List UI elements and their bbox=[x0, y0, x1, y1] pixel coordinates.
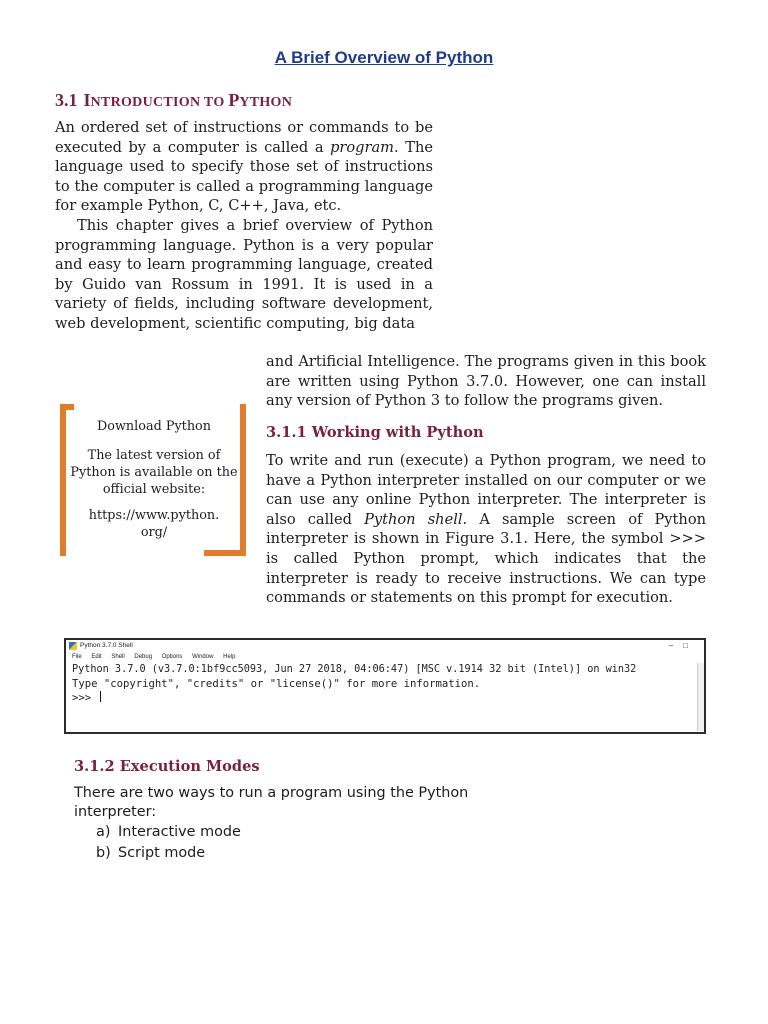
shell-menubar bbox=[66, 652, 704, 663]
working-paragraph bbox=[266, 451, 706, 608]
shell-window-title: Python 3.7.0 Shell bbox=[80, 642, 133, 649]
download-box-text: The latest version of Python is available on the official website: bbox=[70, 448, 238, 497]
python-prompt: >>> bbox=[72, 692, 98, 704]
console-line: Python 3.7.0 (v3.7.0:1bf9cc5093, Jun 27 2018, 04:06:47) [MSC v.1914 32 bit (Intel)] on win32 bbox=[72, 664, 637, 675]
menu-help[interactable]: Help bbox=[223, 654, 236, 660]
shell-titlebar bbox=[66, 640, 704, 652]
download-url[interactable]: https://www.python. org/ bbox=[88, 508, 220, 540]
menu-shell[interactable]: Shell bbox=[111, 654, 125, 660]
menu-debug[interactable]: Debug bbox=[134, 654, 153, 660]
console-line: Type "copyright", "credits" or "license()" for more information. bbox=[72, 678, 481, 690]
execution-modes-list bbox=[96, 822, 241, 864]
heading-cap: I bbox=[83, 90, 91, 110]
modes-paragraph: There are two ways to run a program using the Python interpreter: bbox=[74, 785, 469, 820]
text-run: To write and run (execute) a Python program, we need to have a Python interpreter installed on our computer or we can use any online Python interpreter. The interpreter is also called bbox=[266, 452, 706, 528]
heading-rest: NTRODUCTION TO bbox=[90, 95, 229, 110]
heading-cap: P bbox=[228, 90, 240, 110]
menu-options[interactable]: Options bbox=[161, 654, 183, 660]
shell-scrollbar[interactable] bbox=[697, 663, 704, 731]
continuation-paragraph: and Artificial Intelligence. The programs given in this book are written using Python 3.7.0. However, one can install any version of Python 3 to follow the programs given. bbox=[266, 353, 706, 410]
list-marker: a) bbox=[96, 824, 111, 840]
python-icon bbox=[69, 642, 77, 650]
text-cursor bbox=[100, 691, 101, 702]
download-box-content bbox=[68, 418, 240, 541]
emphasis: Python shell. bbox=[364, 510, 468, 528]
list-item-label: Script mode bbox=[118, 845, 206, 861]
list-item bbox=[96, 843, 241, 864]
emphasis: program bbox=[330, 138, 395, 156]
text-run: A sample screen of Python interpreter is shown in Figure 3.1. Here, the symbol >>> is called Python prompt, which indicates that the interpreter is ready to receive instructions. We can type commands or statements on this prompt for execution. bbox=[266, 510, 707, 607]
subsection-heading-working: 3.1.1 Working with Python bbox=[266, 424, 484, 441]
subsection-heading-modes: 3.1.2 Execution Modes bbox=[74, 758, 260, 775]
list-marker: b) bbox=[96, 845, 111, 861]
menu-window[interactable]: Window bbox=[192, 654, 214, 660]
text-run: . The language used to specify those set of instructions to the computer is called a programming language for example Python, C, C++, Java, etc. bbox=[55, 138, 433, 215]
menu-edit[interactable]: Edit bbox=[91, 654, 102, 660]
list-item bbox=[96, 822, 241, 843]
overview-paragraph: This chapter gives a brief overview of Python programming language. Python is a very popular and easy to learn programming language, created by Guido van Rossum in 1991. It is used in a variety of fields, including software development, web development, scientific computing, big data bbox=[55, 217, 433, 332]
heading-rest: YTHON bbox=[239, 95, 293, 110]
download-box-title: Download Python bbox=[96, 419, 212, 434]
list-item-label: Interactive mode bbox=[118, 824, 241, 840]
section-heading bbox=[55, 90, 292, 111]
window-controls: –□ bbox=[668, 641, 698, 650]
shell-console[interactable] bbox=[66, 663, 704, 705]
menu-file[interactable]: File bbox=[72, 654, 82, 660]
document-title: A Brief Overview of Python bbox=[274, 48, 494, 67]
text-run: An ordered set of instructions or commands to be executed by a computer is called a bbox=[55, 119, 433, 156]
section-number: 3.1 bbox=[55, 90, 78, 110]
download-python-box bbox=[60, 404, 246, 556]
console-prompt-line bbox=[72, 691, 704, 705]
intro-paragraph bbox=[55, 118, 433, 216]
python-shell-screenshot bbox=[64, 638, 706, 734]
